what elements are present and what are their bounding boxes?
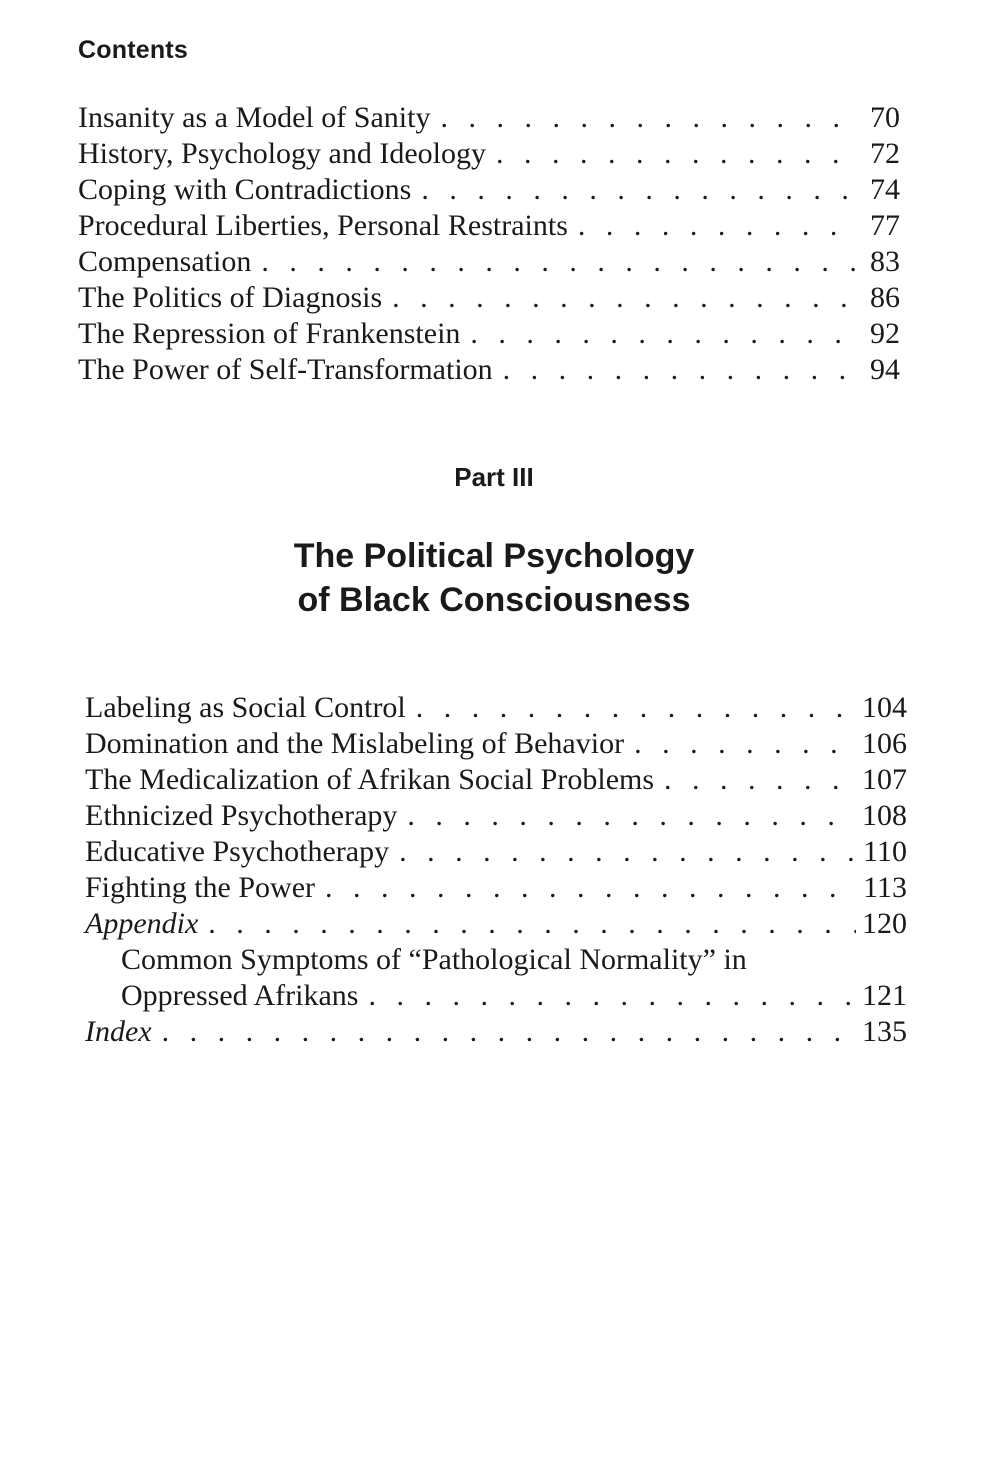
toc-entry[interactable]: [85, 798, 907, 834]
toc-entry[interactable]: [78, 280, 900, 316]
leader-dots: [162, 1014, 856, 1050]
leader-dots: [368, 978, 856, 1014]
toc-entry-title: The Power of Self-Transformation: [78, 353, 493, 386]
toc-entry-appendix[interactable]: [85, 906, 907, 942]
leader-dots: [325, 870, 857, 906]
toc-entry[interactable]: [85, 726, 907, 762]
toc-entry-title: The Medicalization of Afrikan Social Problems: [85, 763, 655, 796]
toc-entry-page: 108: [862, 799, 907, 832]
leader-dots: [399, 834, 857, 870]
toc-entry-title: The Repression of Frankenstein: [78, 317, 461, 350]
part-label: Part III: [454, 462, 534, 492]
leader-dots: [578, 208, 858, 244]
toc-entry-title: Oppressed Afrikans: [121, 979, 359, 1012]
toc-entry-page: 94: [870, 353, 900, 386]
toc-entry-page: 104: [862, 691, 907, 724]
toc-entry-title: Appendix: [85, 907, 199, 940]
toc-entry-page: 72: [870, 137, 900, 170]
toc-entry-title: Fighting the Power: [85, 871, 315, 904]
toc-entry[interactable]: [85, 762, 907, 798]
toc-entry-page: 121: [862, 979, 907, 1012]
leader-dots: [496, 136, 858, 172]
toc-entry-page: 106: [862, 727, 907, 760]
leader-dots: [634, 726, 856, 762]
toc-entry[interactable]: [78, 136, 900, 172]
toc-entry-page: 92: [870, 317, 900, 350]
toc-entry-page: 86: [870, 281, 900, 314]
toc-subentry[interactable]: [85, 978, 907, 1014]
toc-entry-title: Educative Psychotherapy: [85, 835, 390, 868]
toc-entry-title: History, Psychology and Ideology: [78, 137, 487, 170]
toc-entry[interactable]: [78, 352, 900, 388]
toc-entry-title: Insanity as a Model of Sanity: [78, 101, 431, 134]
toc-entry-page: 135: [862, 1015, 907, 1048]
toc-section-part3: [85, 690, 907, 1050]
toc-entry[interactable]: [85, 834, 907, 870]
toc-entry[interactable]: [85, 690, 907, 726]
toc-entry-page: 113: [863, 871, 907, 904]
leader-dots: [208, 906, 856, 942]
leader-dots: [470, 316, 858, 352]
toc-entry-page: 70: [870, 101, 900, 134]
leader-dots: [440, 100, 858, 136]
toc-entry-page: 83: [870, 245, 900, 278]
leader-dots: [261, 244, 858, 280]
leader-dots: [392, 280, 858, 316]
part-title-line: The Political Psychology: [293, 537, 695, 575]
toc-entry-title: Coping with Contradictions: [78, 173, 412, 206]
toc-entry-title: Domination and the Mislabeling of Behavior: [85, 727, 625, 760]
toc-entry[interactable]: [78, 100, 900, 136]
toc-entry-page: 74: [870, 173, 900, 206]
toc-entry-title: Common Symptoms of “Pathological Normality” in: [121, 943, 747, 976]
toc-entry[interactable]: [78, 244, 900, 280]
toc-entry-page: 120: [862, 907, 907, 940]
toc-entry-title: Labeling as Social Control: [85, 691, 406, 724]
toc-entry-title: Procedural Liberties, Personal Restraints: [78, 209, 568, 242]
leader-dots: [421, 172, 858, 208]
leader-dots: [503, 352, 858, 388]
toc-entry-title: Index: [85, 1015, 152, 1048]
toc-entry-index[interactable]: [85, 1014, 907, 1050]
toc-entry-title: Compensation: [78, 245, 252, 278]
toc-entry-title: Ethnicized Psychotherapy: [85, 799, 398, 832]
part-title-line: of Black Consciousness: [297, 581, 691, 619]
toc-section-part2: [78, 100, 900, 388]
toc-entry-title: The Politics of Diagnosis: [78, 281, 383, 314]
leader-dots: [416, 690, 856, 726]
toc-entry[interactable]: [85, 870, 907, 906]
toc-entry-page: 107: [862, 763, 907, 796]
toc-entry-page: 110: [863, 835, 907, 868]
leader-dots: [664, 762, 856, 798]
toc-subentry[interactable]: [85, 942, 907, 978]
toc-entry-page: 77: [870, 209, 900, 242]
toc-entry[interactable]: [78, 172, 900, 208]
toc-entry[interactable]: [78, 316, 900, 352]
running-head: Contents: [78, 36, 188, 64]
toc-entry[interactable]: [78, 208, 900, 244]
part-title: [0, 534, 988, 622]
leader-dots: [407, 798, 856, 834]
